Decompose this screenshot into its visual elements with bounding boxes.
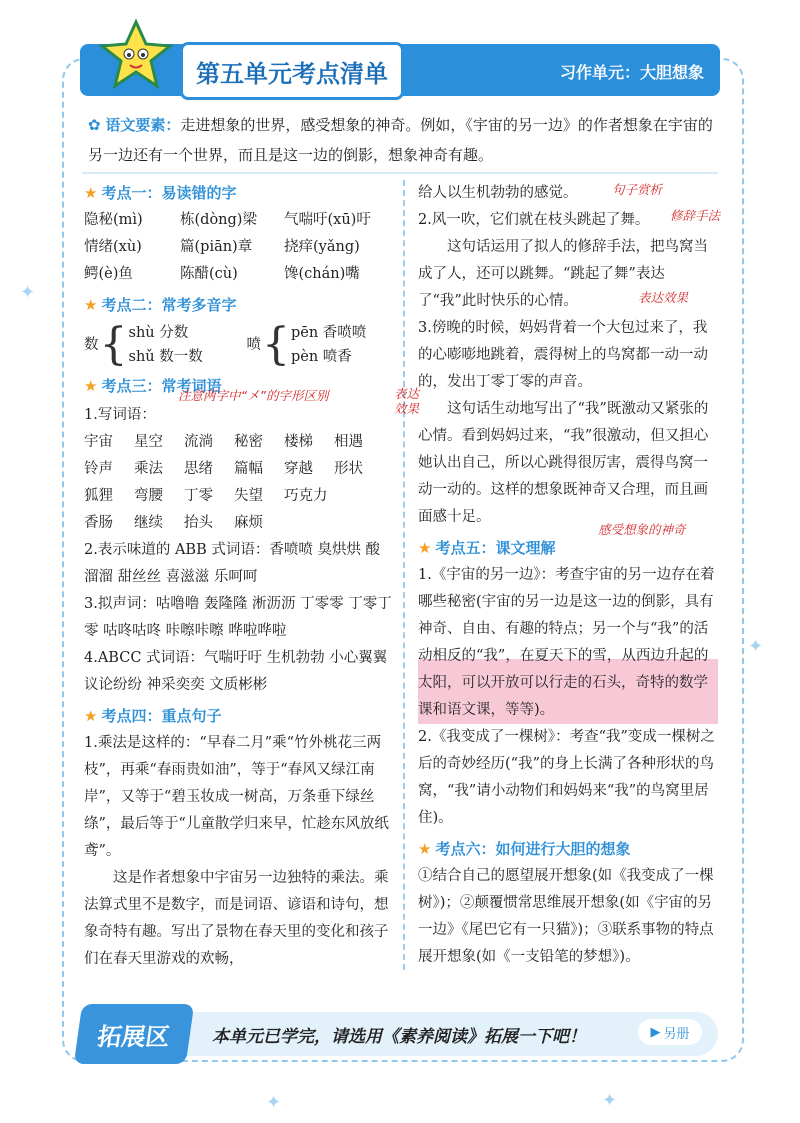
abb-words: 2.表示味道的 ABB 式词语：香喷喷 臭烘烘 酸溜溜 甜丝丝 喜滋滋 乐呵呵: [84, 542, 381, 585]
annotation-note: 句子赏析: [612, 182, 663, 197]
extension-text: 本单元已学完，请选用《素养阅读》拓展一下吧！: [212, 1027, 586, 1047]
star-icon: ★: [84, 707, 98, 725]
other-book-button[interactable]: ▶ 另册: [638, 1019, 702, 1045]
extension-badge: 拓展区: [74, 1004, 194, 1064]
annotation-note: 表达效果: [394, 386, 420, 416]
key-sentence-2-analysis: 这句话运用了拟人的修辞手法，把鸟窝当成了人，还可以跳舞。“跳起了舞”表达了“我”此时快乐的心情。: [418, 239, 708, 309]
star-icon: ★: [418, 539, 432, 557]
annotation-note: 注意两字中“㐅”的字形区别: [178, 388, 329, 403]
text-understanding-1: 1.《宇宙的另一边》：考查宇宙的另一边存在着哪些秘密(宇宙的另一边是这一边的倒影，具有神奇、自由、有趣的特点；另一个与“我”的活动相反的“我”，在夏天下的雪，从西边升起的太阳，可以开放可以行走的石头，奇特的数学课和语文课，等等)。: [418, 562, 718, 724]
yaosu-text: 走进想象的世界，感受想象的神奇。例如，《宇宙的另一边》的作者想象在宇宙的另一边还有一个世界，而且是这一边的倒影，想象神奇有趣。: [88, 116, 713, 164]
key-sentence-1: 1.乘法是这样的：“早春二月”乘“竹外桃花三两枝”，再乘“春雨贵如油”，等于“春风又绿江南岸”，又等于“碧玉妆成一树高，万条垂下绿丝绦”，最后等于“儿童散学归来早，忙趁东风放纸鸢”。: [84, 735, 389, 859]
key-sentence-3: 3.傍晚的时候，妈妈背着一个大包过来了，我的心嘭嘭地跳着，震得树上的鸟窝都一动一动的，发出丁零丁零的声音。: [418, 320, 708, 390]
kaodian3-heading: ★ 考点三：常考词语: [84, 373, 394, 400]
left-column: [84, 176, 394, 973]
yaosu-block: [88, 110, 718, 170]
annotation-note: 感受想象的神奇: [598, 522, 686, 537]
key-sentence-analysis: 这是作者想象中宇宙另一边独特的乘法。乘法算式里不是数字，而是词语、谚语和诗句，想象奇特有趣。写出了景物在春天里的变化和孩子们在春天里游戏的欢畅，: [84, 870, 389, 967]
star-icon: ★: [418, 840, 432, 858]
sparkle-icon: ✦: [602, 1090, 618, 1111]
column-divider: [403, 180, 405, 970]
star-icon: ★: [84, 296, 98, 314]
easy-misread-words: 隐秘(mì) 栋(dòng)梁 气喘吁(xū)吁 情绪(xù) 篇(piān)章 挠痒(yǎng) 鳄(è)鱼 陈醋(cù) 馋(chán)嘴: [84, 212, 371, 282]
kaodian2-heading: ★ 考点二：常考多音字: [84, 292, 394, 319]
star-icon: ★: [84, 184, 98, 202]
polyphone-row: 数 { shù 分数 shǔ 数一数 喷 { pēn 香喷喷 pèn 喷香: [84, 319, 367, 370]
imagination-methods: ①结合自己的愿望展开想象(如《我变成了一棵树》)；②颠覆惯常思维展开想象(如《宇宙的另一边》《尾巴它有一只猫》)；③联系事物的特点展开想象(如《一支铅笔的梦想》)。: [418, 868, 714, 965]
annotation-note: 表达效果: [638, 290, 689, 305]
key-sentence-3-analysis: 这句话生动地写出了“我”既激动又紧张的心情。看到妈妈过来，“我”很激动，但又担心她认出自己，所以心跳得很厉害，震得鸟窝一动一动的。这样的想象既神奇又合理，而且画面感十足。: [418, 401, 709, 525]
yaosu-label: 语文要素：: [105, 116, 181, 134]
key-sentence-2: 2.风一吹，它们就在枝头跳起了舞。: [418, 212, 650, 228]
sparkle-icon: ✦: [748, 636, 764, 657]
flower-icon: ✿: [88, 116, 101, 134]
abcc-words: 4.ABCC 式词语：气喘吁吁 生机勃勃 小心翼翼 议论纷纷 神采奕奕 文质彬彬: [84, 650, 388, 693]
divider: [82, 172, 718, 174]
kaodian4-heading: ★ 考点四：重点句子: [84, 703, 394, 730]
kaodian5-heading: ★ 考点五：课文理解: [418, 535, 718, 562]
star-mascot-icon: [96, 18, 176, 90]
page-title: 第五单元考点清单: [180, 42, 404, 100]
write-words-label: 1.写词语：: [84, 407, 156, 423]
sparkle-icon: ✦: [266, 1092, 282, 1113]
analysis-continued: 给人以生机勃勃的感觉。: [418, 185, 578, 201]
onomatopoeia-words: 3.拟声词：咕噜噜 轰隆隆 淅沥沥 丁零零 丁零丁零 咕咚咕咚 咔嚓咔嚓 哗啦哗啦: [84, 596, 392, 639]
unit-label: 习作单元：大胆想象: [559, 63, 704, 82]
sparkle-icon: ✦: [20, 282, 36, 303]
kaodian6-heading: ★ 考点六：如何进行大胆的想象: [418, 836, 718, 863]
word-list: 宇宙 星空 流淌 秘密 楼梯 相遇 铃声 乘法 思绪 篇幅 穿越 形状 狐狸 弯腰 丁零 失望 巧克力 香肠 继续 抬头 麻烦: [84, 434, 363, 531]
star-icon: ★: [84, 377, 98, 395]
play-icon: ▶: [650, 1024, 661, 1040]
kaodian1-heading: ★ 考点一：易读错的字: [84, 180, 394, 207]
text-understanding-2: 2.《我变成了一棵树》：考查“我”变成一棵树之后的奇妙经历(“我”的身上长满了各种形状的鸟窝，“我”请小动物们和妈妈来“我”的鸟窝里居住)。: [418, 729, 715, 826]
annotation-note: 修辞手法: [670, 208, 721, 223]
